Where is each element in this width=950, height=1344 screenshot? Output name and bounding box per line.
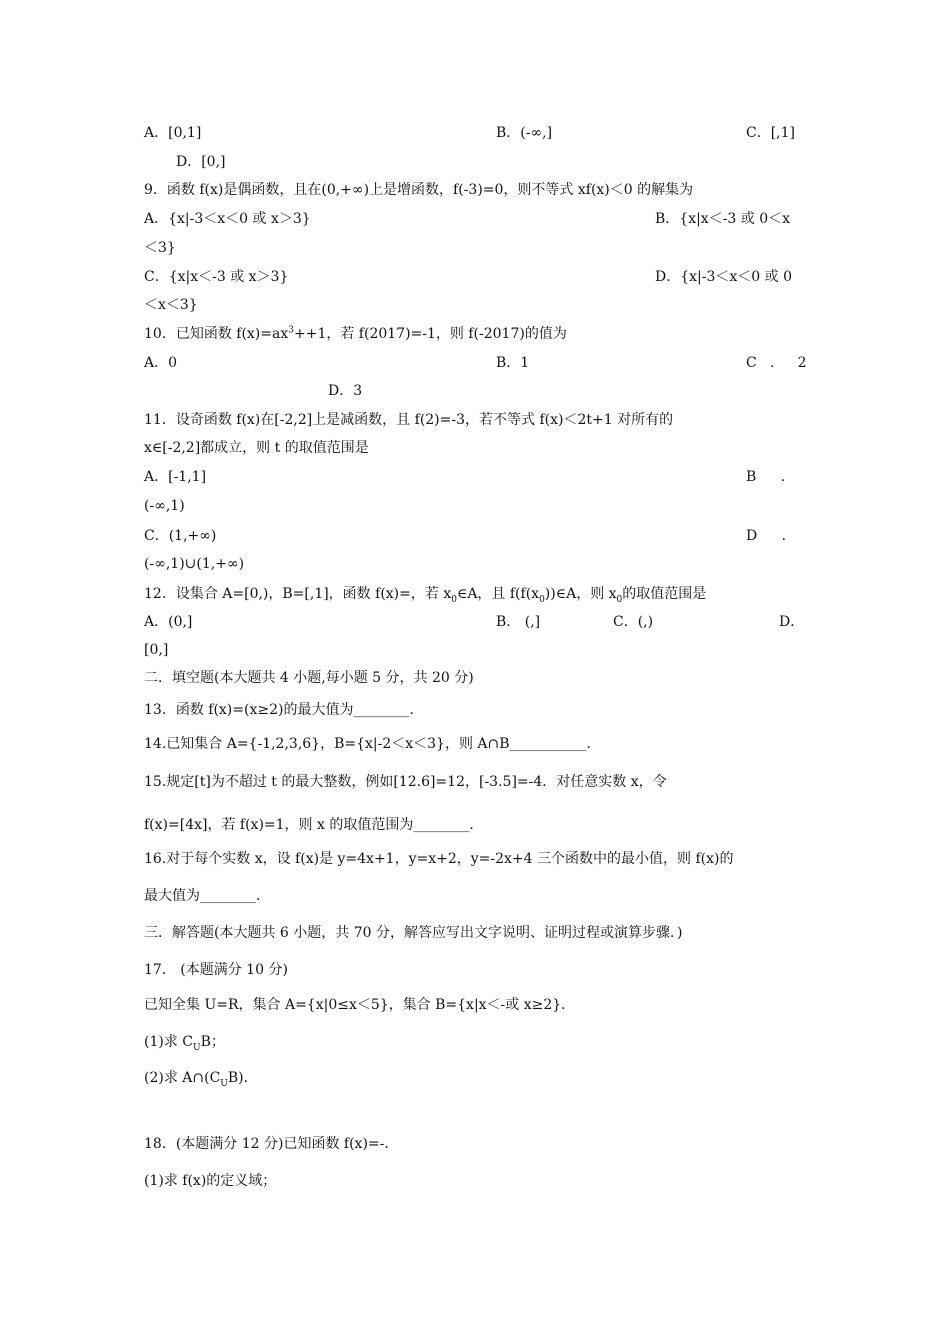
q15-text: 15.规定[t]为不超过 t 的最大整数，例如[12.6]=12，[-3.5]=-4．对任意实数 x，令 [144,774,667,790]
q17-part1-post: B； [200,1034,225,1050]
q12-option-a: A．(0,] [144,614,193,630]
q17-part1-pre: (1)求 C [144,1034,193,1050]
q11-option-c: C．(1,+∞) [144,528,217,544]
q10-exponent: 3 [288,325,294,336]
q13-text: 13．函数 f(x)=(x≥2)的最大值为________． [144,702,424,718]
q12-option-c: C．(,) [613,614,654,630]
q9-stem: 9．函数 f(x)是偶函数，且在(0,+∞)上是增函数，f(-3)=0，则不等式 xf(x)＜0 的解集为 [144,182,694,198]
q11-option-d-value: (-∞,1)∪(1,+∞) [144,556,245,572]
q10-option-b: B．1 [496,355,530,371]
q12-stem-part4: 的取值范围是 [622,586,707,602]
q15-text-cont: f(x)=[4x]，若 f(x)=1，则 x 的取值范围为________． [144,817,484,833]
q11-stem-cont: x∈[-2,2]都成立，则 t 的取值范围是 [144,440,369,456]
q12-stem-part2: ∈A，且 f(f(x [456,586,540,602]
q17-part2-post: B)． [227,1070,258,1086]
q17-part1 [144,1033,225,1051]
q12-stem [144,585,706,603]
q10-option-a: A．0 [144,355,178,371]
section2-title: 二．填空题(本大题共 4 小题,每小题 5 分，共 20 分) [144,670,474,686]
q12-stem-part3: ))∈A，则 x [544,586,617,602]
q12-option-d-label: D． [779,614,805,630]
q16-text-cont: 最大值为________． [144,888,270,904]
q8-option-b: B．(-∞,] [496,125,553,141]
q12-option-d-value: [0,] [144,642,169,658]
q9-option-b-cont: ＜3} [144,240,176,256]
q17-part1-subscript: U [193,1042,201,1053]
q11-option-b-value: (-∞,1) [144,498,185,514]
q8-option-a: A．[0,1] [144,125,202,141]
q9-option-a: A．{x|-3＜x＜0 或 x＞3} [144,211,311,227]
q14-text: 14.已知集合 A={-1,2,3,6}，B={x|-2＜x＜3}，则 A∩B___________． [144,736,601,752]
q12-option-b: B． (,] [496,614,541,630]
q12-subscript-3: 0 [616,594,623,605]
q18-header: 18．(本题满分 12 分)已知函数 f(x)=-． [144,1136,399,1152]
q17-header: 17． (本题满分 10 分) [144,962,288,978]
q11-option-b-label: B ． [746,469,795,485]
q10-stem [144,325,567,343]
q11-stem: 11．设奇函数 f(x)在[-2,2]上是减函数，且 f(2)=-3，若不等式 f(x)＜2t+1 对所有的 [144,412,674,428]
q17-part2-subscript: U [220,1078,228,1089]
q9-option-d: D．{x|-3＜x＜0 或 0 [655,269,792,285]
q12-stem-part1: 12．设集合 A=[0,)，B=[,1]，函数 f(x)=，若 x [144,586,452,602]
q9-option-b: B．{x|x＜-3 或 0＜x [655,211,791,227]
q8-option-c: C．[,1] [746,125,795,141]
q16-text: 16.对于每个实数 x，设 f(x)是 y=4x+1，y=x+2，y=-2x+4 三个函数中的最小值，则 f(x)的 [144,851,734,867]
q18-part1: (1)求 f(x)的定义域； [144,1173,277,1189]
q17-part2 [144,1069,258,1087]
q12-subscript-2: 0 [539,594,545,605]
q8-option-d: D．[0,] [176,154,226,170]
q10-option-d: D．3 [328,383,363,399]
q11-option-d-label: D ． [746,528,796,544]
q17-stem: 已知全集 U=R，集合 A={x|0≤x＜5}，集合 B={x|x＜-或 x≥2}． [144,997,576,1013]
q9-option-d-cont: ＜x＜3} [144,297,198,313]
q10-stem-pre: 10．已知函数 f(x)=ax [144,326,289,342]
section3-title: 三．解答题(本大题共 6 小题，共 70 分，解答应写出文字说明、证明过程或演算步骤．) [144,925,683,941]
q10-option-c: C ． 2 [746,355,807,371]
q17-part2-pre: (2)求 A∩(C [144,1070,221,1086]
q11-option-a: A．[-1,1] [144,469,207,485]
q12-subscript-1: 0 [451,594,457,605]
q9-option-c: C．{x|x＜-3 或 x＞3} [144,269,289,285]
q10-stem-post: ++1，若 f(2017)=-1，则 f(-2017)的值为 [293,326,567,342]
